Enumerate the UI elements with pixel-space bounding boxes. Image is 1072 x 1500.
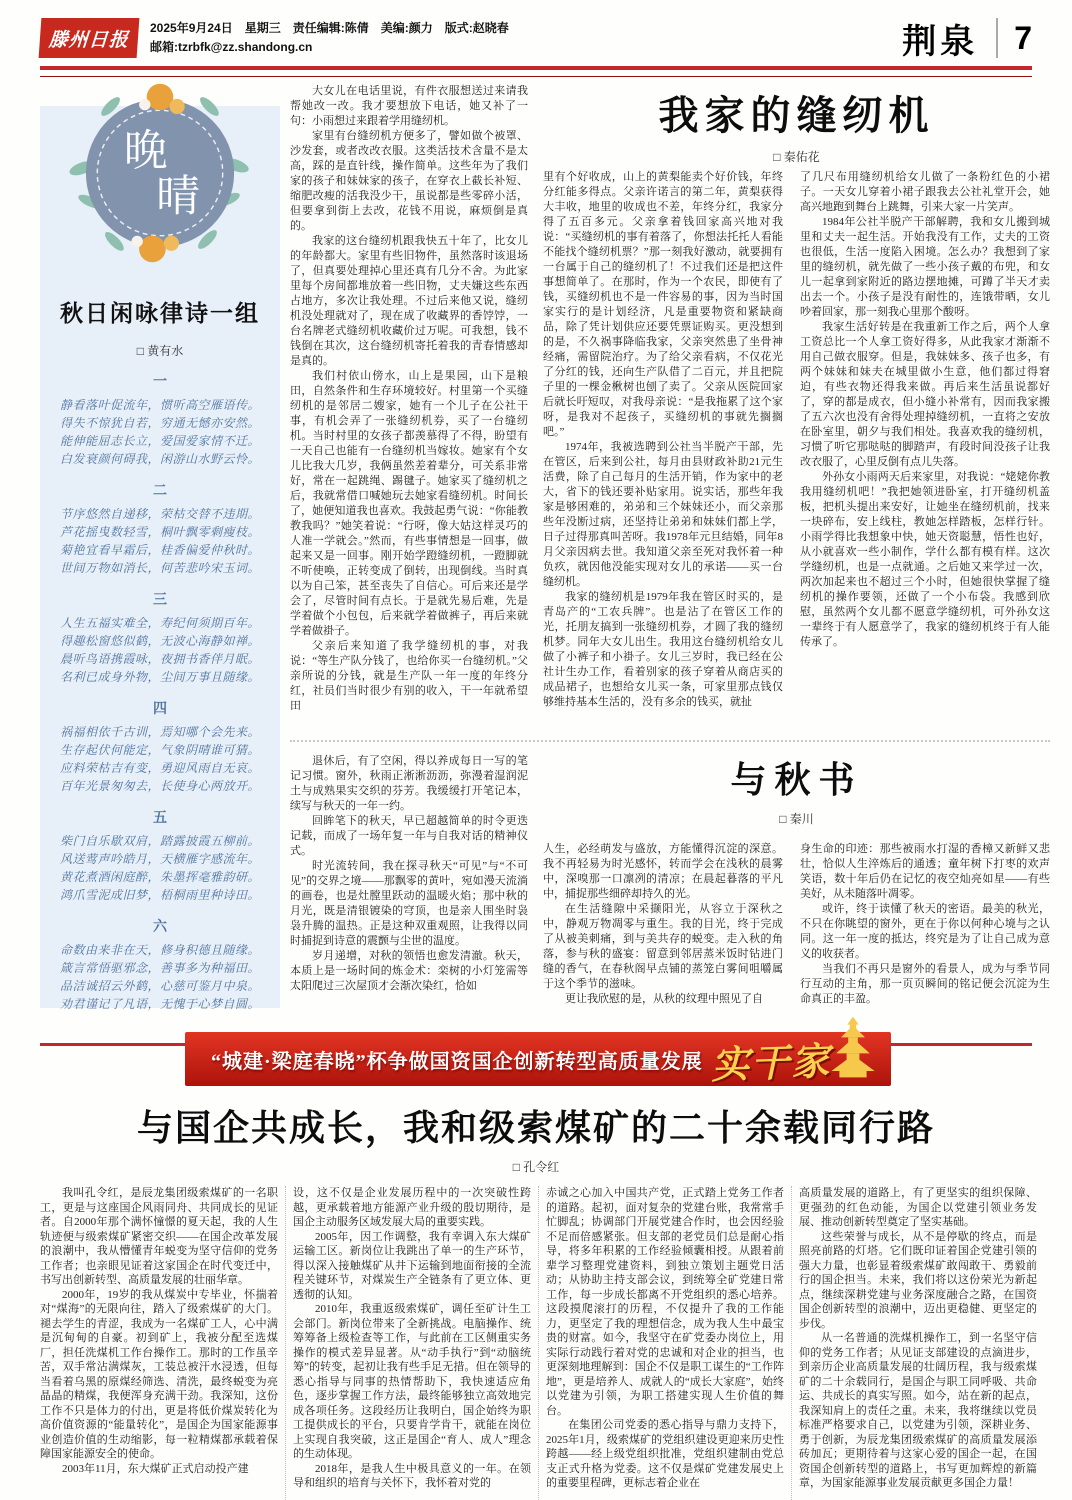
publication-info [150,19,509,57]
article-title: 与秋书 [730,760,863,800]
column-divider [538,1186,539,1500]
poem-line: 人生五福实难全，寿纪何须期百年。 [59,616,260,630]
paragraph: 高质量发展的道路上，有了更坚实的组织保障、更强劲的红色动能，为国企以党建引领业务发展、推动创新转型奠定了坚实基础。 [799,1187,1037,1228]
article-header [543,752,1050,826]
article-column [799,1186,1037,1500]
article-column [290,84,528,734]
paragraph: 在生活缝隙中采撷阳光，从容立于深秋之中，静观万物凋零与重生。我的目光，终于完成了从被美刺痛，到与美共存的蜕变。走入秋的角落，参与秋的盛宴：留意到邻居蒸米饭时钻进门缝的香气，在春秋阁早点铺的蒸笼白雾间咀嚼属于这个季节的滋味。 [543,903,783,990]
masthead-rule [40,66,1032,77]
poem-line: 命数由来非在天，修身积德且随缘。 [59,943,260,957]
poem-section-number: 三 [153,593,167,608]
paragraph: 当我们不再只是窗外的看景人，成为与季节同行互动的主角，那一页页瞬间的铭记便会沉淀为生命真正的丰盈。 [800,963,1050,1005]
poem-section-number: 五 [153,811,167,826]
section-name: 荆泉 [902,23,979,61]
paragraph: 1974年，我被选聘到公社当半脱产干部，先在管区，后来到公社，每月由县财政补助21元生活费，除了自己每月的生活开销，作为家中的老大，省下的钱还要补贴家用。说实话，那些年我家是够困难的，弟弟和三个妹妹还小，而父亲那些年没断过病，还坚持让弟弟和妹妹们都上学，日子过得那真叫苦呀。我1978年元旦结婚，同年8月父亲因病去世。我知道父亲至死对我怀着一种负疚，就因他没能实现对女儿的承诺——买一台缝纫机。 [543,441,783,588]
poem-section-number: 一 [153,375,167,390]
poem-section-number: 六 [153,920,167,935]
paragraph: 在集团公司党委的悉心指导与鼎力支持下，2025年1月，级索煤矿的党组织建设更迎来历史性跨越——经上级党组织批准，党组织建制由党总支正式升格为党委。这不仅是煤矿党建发展史上的重要里程碑，更标志着企业在 [546,1419,784,1489]
article-column [40,1186,278,1500]
newspaper-logo: 滕州日报 [39,18,140,58]
dotted-divider [290,740,1050,742]
poem-title: 秋日闲咏律诗一组 [60,301,260,326]
wanqing-badge [40,78,280,273]
poem-line: 能伸能屈志长立，爱国爱家情不迁。 [59,434,260,448]
poem-author: □ 黄有水 [136,344,184,358]
article-column [543,170,783,734]
paragraph: 1984年公社半脱产干部解聘，我和女儿搬到城里和丈夫一起生活。开始我没有工作，丈夫的工资也很低，生活一度陷入困境。怎么办？我想到了家里的缝纫机，就先做了一些小孩子戴的布兜，和女儿一起拿到家附近的路边摆地摊，可蹲了半天才卖出去一个。小孩子是没有耐性的，连饿带晒，女儿吵着回家，那一刻我心里那个酸呀。 [800,216,1050,318]
section-box [902,14,1032,63]
paragraph: 了几尺布用缝纫机给女儿做了一条粉红色的小裙子。一天女儿穿着小裙子跟我去公社礼堂开会，她高兴地跑到舞台上跳舞，引来大家一片笑声。 [800,171,1050,213]
poem-section-number: 四 [153,702,167,717]
paragraph: 这些荣誉与成长，从不是停歇的终点，而是照亮前路的灯塔。它们既印证着国企党建引领的强大力量，也彰显着级索煤矿敢闯敢干、勇毅前行的国企担当。未来，我们将以这份荣光为新起点，继续深耕党建与业务深度融合之路，在国资国企创新转型的浪潮中，迈出更稳健、更坚定的步伐。 [799,1230,1037,1330]
paragraph: 回眸笔下的秋天，早已超越简单的时令更迭记载，而成了一场年复一年与自我对话的精神仪式。 [290,815,528,857]
paragraph: 2005年，因工作调整，我有幸调入东大煤矿运输工区。新岗位让我跳出了单一的生产环节，得以深入接触煤矿从井下运输到地面衔接的全流程关键环节，对煤炭生产全链条有了更立体、更透彻的认知。 [293,1230,531,1301]
paragraph: 家里有台缝纫机方便多了，譬如做个被罩、沙发套，或者改改衣服。这类活技术含量不是太高，踩的是直针线，操作简单。这些年为了我们家的孩子和妹妹家的孩子，在穿衣上截长补短、缩肥改瘦的活我没少干，虽说都是些零碎小活，但要拿到街上去改，花钱不用说，麻烦倒是真的。 [290,130,528,232]
email-line: 邮箱:tzrbfk@zz.shandong.cn [150,40,313,54]
svg-text:晴: 晴 [156,173,200,221]
paragraph: 大女儿在电话里说，有件衣服想送过来请我帮她改一改。我才要想放下电话，她又补了一句：小雨想过来跟着学用缝纫机。 [290,85,528,127]
poem-panel [40,106,280,1011]
article-column [800,170,1050,734]
article-column [290,754,528,1030]
poem-line: 静看落叶促流年，惯听高空雁语传。 [59,398,260,412]
article-header [543,84,1050,164]
masthead [40,14,1032,62]
paragraph: 身生命的印迹：那些被雨水打湿的香樟又新鲜又悲壮，恰似人生淬炼后的通透；童年树下打枣的欢声笑语，数十年后仍在记忆的夜空灿亮如星——有些美好，从未随落叶凋零。 [800,843,1050,900]
poem-line: 晨听鸟语携霞咏，夜拥书香伴月眠。 [59,652,260,666]
paragraph: 赤诚之心加入中国共产党，正式踏上党务工作者的道路。起初，面对复杂的党建台账，我常常手忙脚乱；协调部门开展党建合作时，也会因经验不足而倍感紧张。但支部的老党员们总是耐心指导，将多年积累的工作经验倾囊相授。从跟着前辈学习整理党建资料，到独立策划主题党日活动；从协助主持支部会议，到统筹全矿党建日常工作，每一步成长都离不开党组织的悉心培养。这段摸爬滚打的历程，不仅提升了我的工作能力，更坚定了我的理想信念，成为我人生中最宝贵的财富。如今，我坚守在矿党委办岗位上，用实际行动践行着对党的忠诚和对企业的担当，也更深刻地理解到：国企不仅是职工谋生的“工作阵地”，更是培养人、成就人的“成长大家庭”，始终以党建为引领，为职工搭建实现人生价值的舞台。 [546,1187,784,1417]
paragraph: 外孙女小雨两天后来家里，对我说：“姥姥你教我用缝纫机吧！”我把她领进卧室，打开缝纫机盖板，把机头提出来安好，让她坐在缝纫机前，找来一块碎布，安上线柱，教她怎样踏板，怎样行针。小雨学得比我想象中快，她天资聪慧，悟性也好，从小就喜欢一些小制作，学什么都有模有样。这次学缝纫机，也是一点就通。之后她又来学过一次，两次加起来也不超过三个小时，但她很快掌握了缝纫机的操作要领，还做了一个小布袋。我感到欣慰，虽然两个女儿都不愿意学缝纫机，可外孙女这一辈终于有人愿意学了，我家的缝纫机终于有人能传承了。 [800,471,1050,648]
paragraph: 更让我欣慰的是，从秋的纹理中照见了自 [565,993,763,1005]
poem-line: 得趣松窗悠似鹤，无波心海静如禅。 [59,634,260,648]
paragraph: 从一名普通的洗煤机操作工，到一名坚守信仰的党务工作者；从见证支部建设的点滴进步，到亲历企业高质量发展的壮阔历程，我与级索煤矿的二十余载同行，是国企与职工同呼吸、共命运、共成长的真实写照。如今，站在新的起点，我深知肩上的责任之重。未来，我将继续以党员标准严格要求自己，以党建为引领，深耕业务、勇于创新，为辰龙集团级索煤矿的高质量发展添砖加瓦；更期待着与这家心爱的国企一起，在国资国企创新转型的道路上，书写更加辉煌的新篇章，为国家能源事业发展贡献更多国企力量！ [799,1332,1037,1489]
paragraph: 里有个好收成，山上的黄梨能卖个好价钱，年终分红能多得点。父亲许诺言的第二年，黄梨获得大丰收，地里的收成也不差，年终分红，我家分得了五百多元。父亲拿着钱回家高兴地对我说：“买缝纫机的事有着落了，你想法托托人看能不能找个缝纫机票？”那一刻我好激动，就要拥有一台属于自己的缝纫机了！不过我们还是把这件事想简单了。在那时，作为一个农民，即使有了钱，买缝纫机也不是一件容易的事，因为当时国家实行的是计划经济，凡是重要物资和紧缺商品，除了凭计划供应还要凭票证购买。更没想到的是，不久祸事降临我家，父亲突然患了坐骨神经痛，需留院治疗。为了给父亲看病，不仅花光了分红的钱，还向生产队借了二百元，并且把院子里的一棵金楸树也刨了卖了。父亲从医院回家后就长吁短叹，对我母亲说：“是我拖累了这个家呀，是我对不起孩子，买缝纫机的事就先搁搁吧。” [543,171,783,438]
poem-line: 得失不惊犹自若，穷通无憾亦安然。 [59,416,260,430]
svg-text:晚: 晚 [123,127,168,176]
paragraph: 或许，终于读懂了秋天的密语。最美的秋光，不只在你眺望的窗外，更在于你以何种心境与之认同。这一年一度的抵达，终究是为了让自己成为意义的收获者。 [800,903,1050,960]
paragraph: 设，这不仅是企业发展历程中的一次突破性跨越，更承载着地方能源产业升级的殷切期待，是国企主动服务区域发展大局的重要实践。 [293,1187,531,1228]
poem-line: 生存起伏何能定，气象阴晴谁可猜。 [59,743,260,757]
poem-line: 风送莺声吟皓月，天横雁字感流年。 [59,852,260,866]
paragraph: 岁月递增，对秋的领悟也愈发清澈。秋天，本质上是一场时间的炼金术：栾树的小灯笼需等太阳爬过三次屋顶才会渐次染红，恰如 [290,950,528,992]
paragraph: 时光流转间，我在探寻秋天“可见”与“不可见”的交界之境——那飘零的黄叶，宛如漫天流淌的画卷，也是灶膛里跃动的温暖火焰；那中秋的月光，既是清银镀染的穹顶，也是亲人围坐时袅袅升腾的温热。正是这种双重观照，让我得以同时捕捉到诗意的震颤与尘世的温度。 [290,860,528,947]
article-title: 我家的缝纫机 [658,93,935,138]
poem-line: 劝君谨记了凡语，无愧于心梦自圆。 [59,997,260,1011]
banner-highlight: 实干家 [710,1040,832,1087]
article-header [40,1100,1032,1175]
banner-text: “城建·梁庭春晓”杯争做国资国企创新转型高质量发展 [211,1050,703,1073]
poem-line: 白发衰颜何碍我，闲游山水野云怜。 [59,452,260,466]
article-column [293,1186,531,1500]
poem-line: 品洁诚招云外鹤，心慈可鉴月中泉。 [59,979,260,993]
article-column [546,1186,784,1500]
paragraph: 2010年，我重返级索煤矿，调任至矿计生工会部门。新岗位带来了全新挑战。电脑操作、统筹筹备上级检查等工作，与此前在工区侧重实务操作的模式差异显著。从“动手执行”到“动脑统筹”的转变，起初让我有些手足无措。但在领导的悉心指导与同事的热情帮助下，我快速适应角色，逐步掌握工作方法，最终能够独立高效地完成各项任务。这段经历让我明白，国企始终为职工提供成长的平台，只要肯学肯干，就能在岗位上实现自我突破，这正是国企“育人、成人”理念的生动体现。 [293,1303,531,1460]
poem-line: 应料荣枯吉有变，勇迎风雨自无哀。 [59,761,260,775]
poem-line: 鸿爪雪泥成旧梦，梧桐雨里种诗田。 [59,888,260,902]
poem-section-number: 二 [153,484,167,499]
paragraph: 父亲后来知道了我学缝纫机的事，对我说：“等生产队分钱了，也给你买一台缝纫机。”父亲所说的分钱，就是生产队一年一度的年终分红，社员们当时很少有别的收入，干一年就希望田 [290,640,528,712]
article-column [800,842,1050,1032]
paragraph: 2018年，是我人生中极具意义的一年。在领导和组织的培育与关怀下，我怀着对党的 [293,1462,531,1489]
paragraph: 人生，必经萌发与盛放，方能懂得沉淀的深意。我不再轻易为时光感怀，转而学会在浅秋的晨雾中，深嗅那一口凛冽的清凉；在晨起暮落的平凡中，捕捉那些细碎却持久的光。 [543,843,783,900]
article-author: □ 孔令红 [512,1160,560,1174]
paragraph: 我们村依山傍水，山上是果园，山下是粮田，自然条件和生存环境较好。村里第一个买缝纫机的是邻居二嫂家，她有一个儿子在公社干事，有机会弄了一张缝纫机券，买了一台缝纫机。当时村里的女孩子都羡慕得了不得，盼望有一天自己也能有一台缝纫机当嫁妆。她家有个女儿比我大几岁，我俩虽然差着辈分，可关系非常好，常在一起跳绳、踢毽子。她家买了缝纫机之后，我就常借口喊她玩去她家看缝纫机。时间长了，她便知道我也喜欢。我鼓起勇气说：“你能教教我吗？”她笑着说：“行呀，像大姑这样灵巧的人准一学就会。”然而，有些事情想是一回事，做起来又是一回事。刚开始学蹬缝纫机，一蹬脚就不听使唤，正转变成了倒转，出现倒线。当时真以为自己笨，甚至丧失了自信心。可后来还是学会了，尽管时间有点长。于是就先易后难，先是学着做个小包包，后来就学着做裤子，再后来就学着做褂子。 [290,370,528,637]
article-title: 与国企共成长，我和级索煤矿的二十余载同行路 [136,1108,935,1148]
paragraph: 2003年11月，东大煤矿正式启动投产建 [62,1462,249,1475]
poem-list [40,371,280,1013]
paragraph: 我家的这台缝纫机跟我快五十年了，比女儿的年龄都大。家里有些旧物件，虽然落时该退场了，但真要处理掉心里还真有几分不舍。为此家里每个房间都堆放着一些旧物，丈夫嫌这些东西占地方，多次让我处理。不过后来他又说，缝纫机没处理就对了，现在成了收藏界的香饽饽，一台名牌老式缝纫机收藏价过万呢。可我想，钱不钱倒在其次，这台缝纫机寄托着我的青春情感却是真的。 [290,235,528,367]
column-divider [791,1186,792,1500]
page-number: 7 [1014,19,1032,56]
column-divider [285,1186,286,1500]
poem-line: 世间万物如消长，何苦悲吟宋玉词。 [59,561,260,575]
poem-line: 名利已成身外物，尘间万事且随缘。 [59,670,260,684]
poem-line: 节序悠然自递移，荣枯交替不违期。 [59,507,260,521]
poem-line: 祸福相依千古训，焉知哪个会先来。 [59,725,260,739]
poem-line: 黄花煮酒闲庭醉，朱墨挥毫雅韵研。 [59,870,260,884]
poem-line: 柴门自乐歇双肩，踏露披霞五柳前。 [59,834,260,848]
paragraph: 我家生活好转是在我重新工作之后，两个人拿工资总比一个人拿工资好得多，从此我家才渐渐不用自己做衣服穿。但是，我妹妹多、孩子也多，有两个妹妹和妹夫在城里做小生意，他们都过得窘迫，有些衣物还得我来做。再后来生活虽说都好了，穿的都是成衣，但小缝小补常有，因而我家搬了五六次也没有舍得处理掉缝纫机，一直将之安放在卧室里，朝夕与我们相处。我喜欢我的缝纫机，习惯了听它那哒哒的脚踏声，有段时间没孩子让我改衣服了，心里反倒有点儿失落。 [800,321,1050,468]
paragraph: 2000年，19岁的我从煤炭中专毕业，怀揣着对“煤海”的无限向往，踏入了级索煤矿的大门。褪去学生的青涩，我成为一名煤矿工人，心中满是沉甸甸的自豪。初到矿上，我被分配至选煤厂，担任洗煤机工作台操作工。那时的工作虽辛苦，双手常沾满煤灰，工装总被汗水浸透，但每当看着乌黑的原煤经筛选、清洗，最终蜕变为亮晶晶的精煤，我便浑身充满干劲。我深知，这份工作不只是体力的付出，更是将低价煤炭转化为高价值资源的“能量转化”，是国企为国家能源事业创造价值的生动缩影，每一粒精煤都承载着保障国家能源安全的使命。 [40,1288,278,1460]
date-editors-line: 2025年9月24日 星期三 责任编辑:陈倩 美编:颜力 版式:赵晓春 [150,21,509,35]
article-author: □ 秦川 [779,812,814,826]
article-column [543,842,783,1032]
paragraph: 我家的缝纫机是1979年我在管区时买的，是青岛产的“工农兵牌”。也是沾了在管区工作的光，托朋友搞到一张缝纫机券，才圆了我的缝纫机梦。同年大女儿出生。我用这台缝纫机给女儿做了小裤子和小褂子。女儿三岁时，我已经在公社计生办工作，看着别家的孩子穿着从商店买的成品裙子，也想给女儿买一条，可家里那点钱仅够维持基本生活的，没有多余的钱买，就扯 [543,591,783,708]
section-divider [996,18,998,58]
paragraph: 退休后，有了空闲，得以养成每日一写的笔记习惯。窗外，秋雨正淅淅沥沥，弥漫着湿润泥土与成熟果实交织的芬芳。我缓缓打开笔记本，续写与秋天的一年一约。 [290,755,528,812]
poem-line: 芦花摇曳数轻雪，桐叶飘零剩瘦枝。 [59,525,260,539]
poem-line: 箴言常悟驱邪念，善事多为种福田。 [59,961,260,975]
pagoda-icon [829,1015,877,1084]
article-author: □ 秦佑花 [773,150,820,164]
paragraph: 我叫孔令红，是辰龙集团级索煤矿的一名职工，更是与这座国企风雨同舟、共同成长的见证者。自2000年那个满怀憧憬的夏天起，我的人生轨迹便与级索煤矿紧密交织——在国企改革发展的浪潮中，我从懵懂青年蜕变为坚守信仰的党务工作者；也亲眼见证着这家国企在时代变迁中，书写出创新转型、高质量发展的壮丽华章。 [40,1187,278,1286]
poem-line: 百年光景匆匆去，长使身心两放开。 [59,779,260,793]
wanqing-badge-art [65,78,255,268]
poem-line: 菊艳宜看早霜后，桂香偏爱仲秋时。 [59,543,260,557]
campaign-banner [185,1032,891,1086]
